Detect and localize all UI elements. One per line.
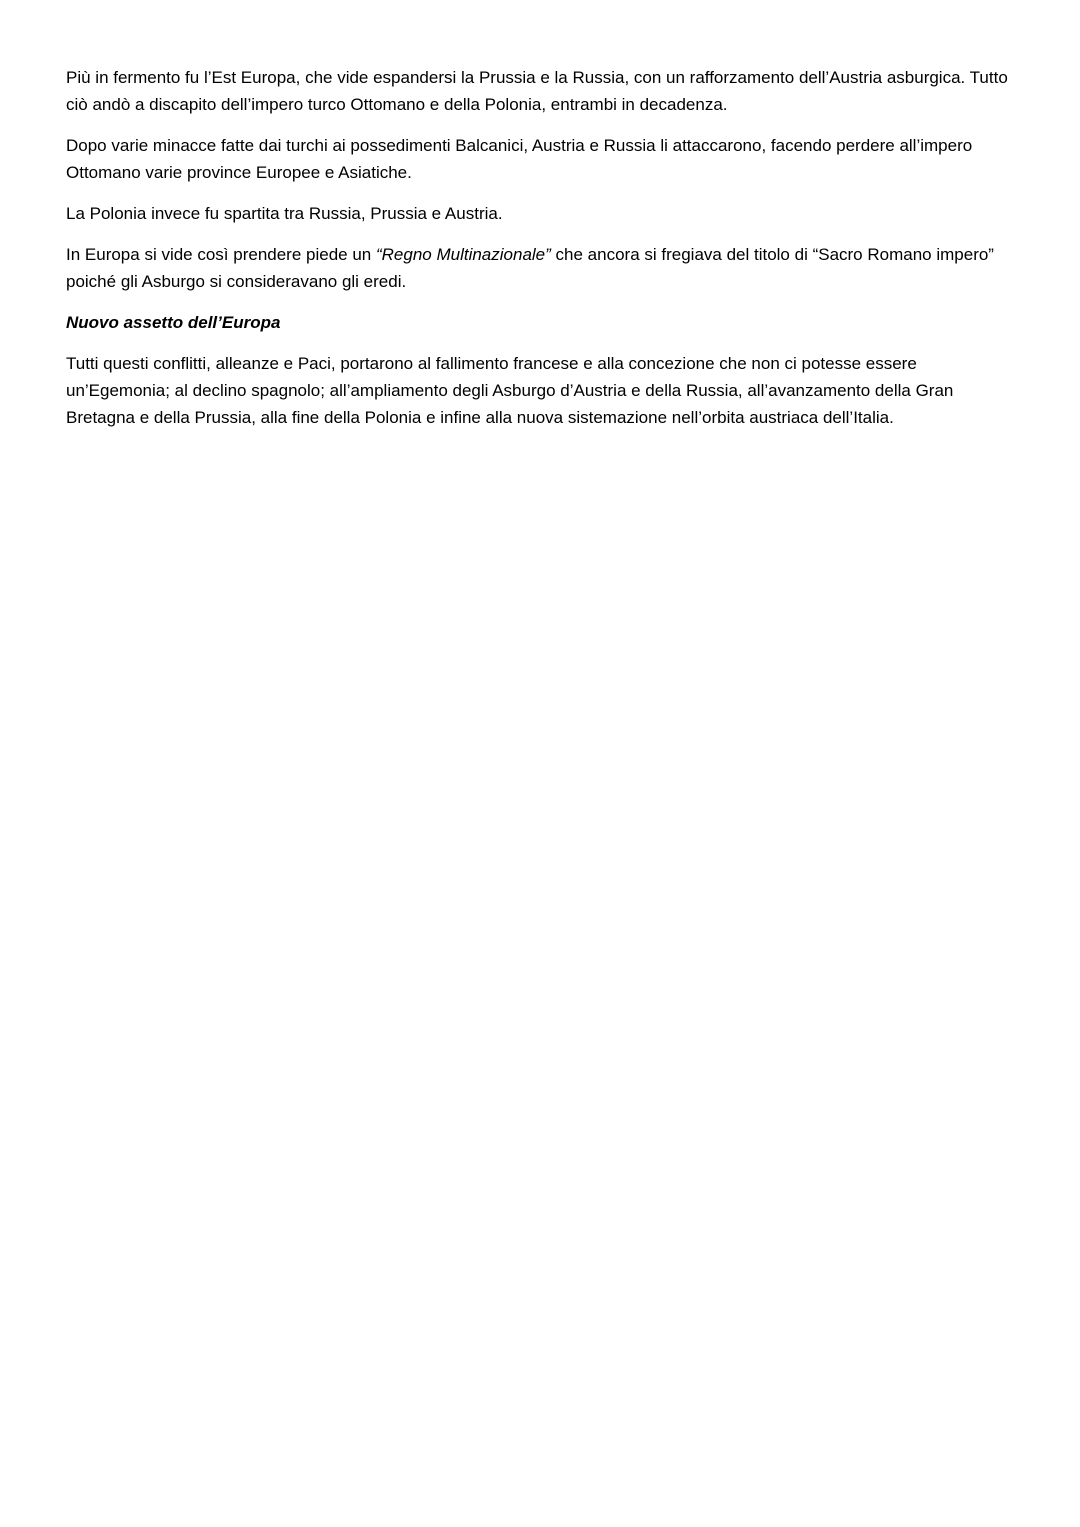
paragraph-est-europa: Più in fermento fu l’Est Europa, che vide espandersi la Prussia e la Russia, con un rafforzamento dell’Austria asburgica. Tutto ciò andò a discapito dell’impero turco Ottomano e della Polonia, entrambi in decadenza. [66, 68, 1008, 114]
paragraph-minacce-turchi: Dopo varie minacce fatte dai turchi ai possedimenti Balcanici, Austria e Russia li attaccarono, facendo perdere all’impero Ottomano varie province Europee e Asiatiche. [66, 136, 973, 182]
paragraph-regno-multinazionale [66, 241, 1016, 295]
paragraph-text-after: che ancora si fregiava del titolo di “Sacro Romano impero” poiché gli Asburgo si consideravano gli eredi. [66, 245, 994, 291]
paragraph-text-before: In Europa si vide così prendere piede un [66, 245, 376, 264]
italic-phrase: “Regno Multinazionale” [375, 245, 551, 264]
document-body [66, 64, 1016, 445]
paragraph-polonia: La Polonia invece fu spartita tra Russia, Prussia e Austria. [66, 204, 503, 223]
paragraph-conclusione: Tutti questi conflitti, alleanze e Paci, portarono al fallimento francese e alla concezione che non ci potesse essere un’Egemonia; al declino spagnolo; all’ampliamento degli Asburgo d’Austria e della Russia, all’avanzamento della Gran Bretagna e della Prussia, alla fine della Polonia e infine alla nuova sistemazione nell’orbita austriaca dell’Italia. [66, 354, 954, 427]
section-heading: Nuovo assetto dell’Europa [66, 313, 281, 332]
